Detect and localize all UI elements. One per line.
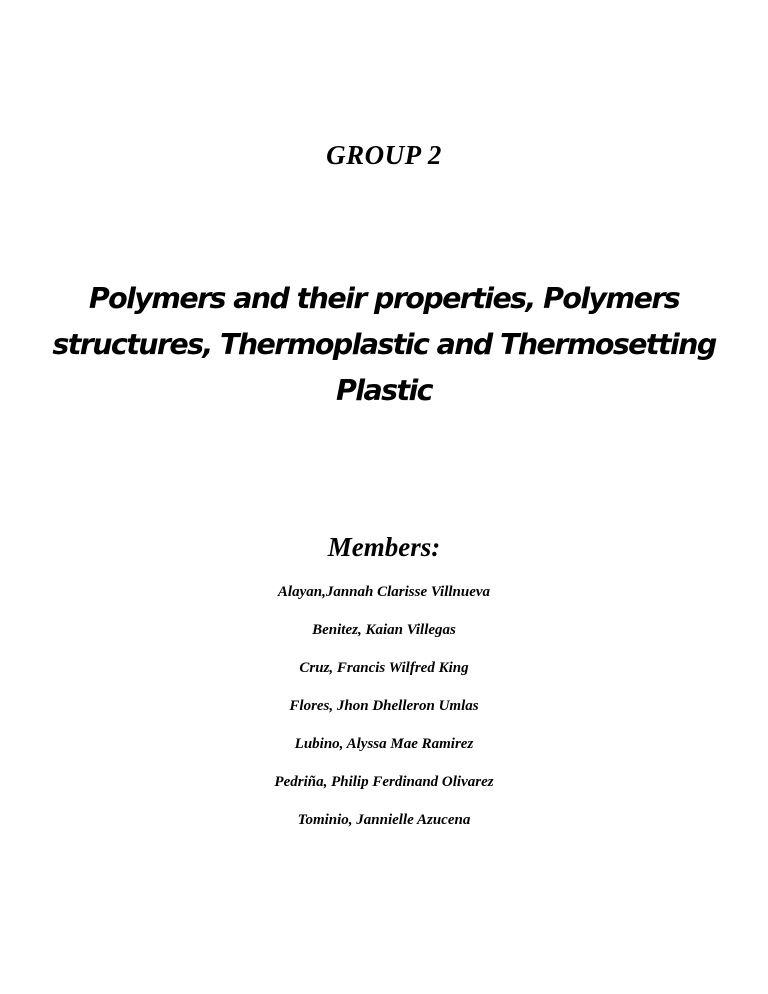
member-name: Benitez, Kaian Villegas <box>312 622 456 638</box>
member-name: Lubino, Alyssa Mae Ramirez <box>294 736 474 752</box>
member-list <box>0 582 768 848</box>
group-label: GROUP 2 <box>326 140 442 170</box>
member-name: Pedriña, Philip Ferdinand Olivarez <box>274 774 494 790</box>
member-name: Flores, Jhon Dhelleron Umlas <box>289 698 479 714</box>
members-heading: Members: <box>327 532 441 562</box>
member-name: Tominio, Jannielle Azucena <box>297 812 471 828</box>
document-title: Polymers and their properties, Polymers structures, Thermoplastic and Thermosetting Plastic <box>52 282 716 407</box>
member-name: Alayan,Jannah Clarisse Villnueva <box>277 584 491 600</box>
member-name: Cruz, Francis Wilfred King <box>299 660 469 676</box>
